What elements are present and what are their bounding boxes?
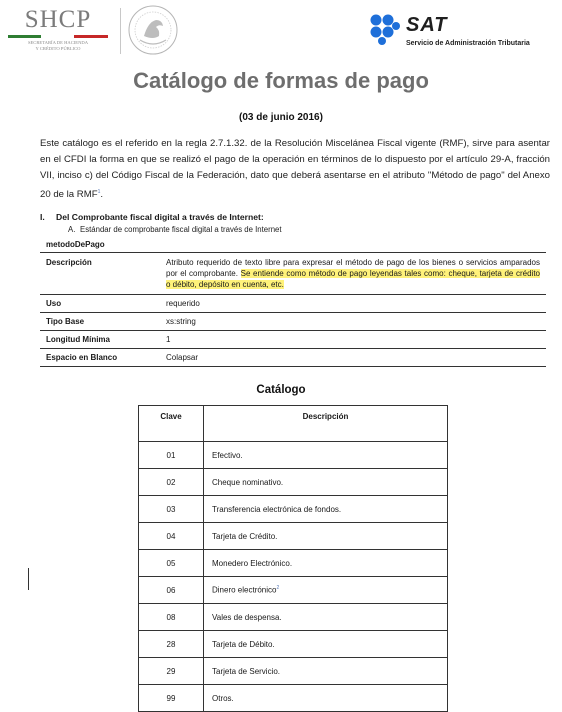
clave-cell: 08 (139, 604, 204, 631)
attribute-row-label: Longitud Mínima (40, 331, 160, 349)
catalog-title: Catálogo (256, 384, 306, 396)
descripcion-text: Dinero electrónico (212, 585, 277, 595)
description-label: Descripción (40, 253, 160, 295)
descripcion-cell: Efectivo. (204, 442, 448, 469)
shcp-logo-text: SHCP (24, 6, 92, 33)
attribute-row-value: requerido (160, 295, 546, 313)
table-row (139, 658, 448, 685)
descripcion-cell (204, 577, 448, 604)
attribute-row-espacio-en-blanco (40, 349, 546, 367)
attribute-name-row (40, 237, 546, 253)
attribute-description-row (40, 253, 546, 295)
clave-cell: 06 (139, 577, 204, 604)
table-row (139, 577, 448, 604)
description-highlighted-text: Se entiende como método de pago leyendas tales como: cheque, tarjeta de crédito o débito, depósito en cuenta, etc. (166, 269, 541, 289)
attribute-row-label: Uso (40, 295, 160, 313)
clave-cell: 05 (139, 550, 204, 577)
attribute-row-tipo-base (40, 313, 546, 331)
clave-cell: 02 (139, 469, 204, 496)
intro-footnote-ref[interactable]: 1 (97, 189, 101, 195)
descripcion-cell: Monedero Electrónico. (204, 550, 448, 577)
attribute-row-longitud-minima (40, 331, 546, 349)
footnote-ref[interactable]: 2 (276, 585, 280, 592)
section-number: I. (40, 212, 45, 222)
descripcion-cell: Cheque nominativo. (204, 469, 448, 496)
table-row (139, 550, 448, 577)
attribute-row-value: 1 (160, 331, 546, 349)
section-title: Del Comprobante fiscal digital a través de Internet: (56, 212, 264, 222)
clave-cell: 99 (139, 685, 204, 712)
table-row (139, 685, 448, 712)
catalog-table (138, 405, 448, 712)
table-row (139, 631, 448, 658)
table-row (139, 442, 448, 469)
page-title: Catálogo de formas de pago (133, 68, 429, 93)
clave-cell: 28 (139, 631, 204, 658)
clave-cell: 04 (139, 523, 204, 550)
table-row (139, 469, 448, 496)
catalog-header-row (139, 406, 448, 442)
document-date: (03 de junio 2016) (239, 112, 323, 123)
intro-text: Este catálogo es el referido en la regla 2.7.1.32. de la Resolución Miscelánea Fiscal vigente (RMF), sirve para asentar en el CFDI la forma en que se realizó el pago de la operación en términos de lo dispuesto por el artículo 29-A, fracción VII, inciso c) del Código Fiscal de la Federación, dato que deberá asentarse en el atributo "Método de pago" del Anexo 20 de la RMF (40, 138, 550, 201)
descripcion-cell: Tarjeta de Débito. (204, 631, 448, 658)
subsection-heading (68, 225, 282, 234)
table-row (139, 496, 448, 523)
sat-logo-icon (368, 12, 402, 46)
attribute-table (40, 237, 546, 367)
descripcion-cell: Otros. (204, 685, 448, 712)
descripcion-cell: Tarjeta de Crédito. (204, 523, 448, 550)
descripcion-cell: Tarjeta de Servicio. (204, 658, 448, 685)
sat-wordmark: SAT (406, 14, 448, 36)
flag-color-rule (8, 35, 108, 38)
page-header (0, 0, 562, 60)
descripcion-cell: Transferencia electrónica de fondos. (204, 496, 448, 523)
clave-cell: 29 (139, 658, 204, 685)
description-plain-text: Atributo requerido de texto libre para expresar el método de pago de los bienes o servicios amparados por el comprobante. (166, 258, 540, 278)
subsection-number: A. (68, 225, 76, 234)
description-value (160, 253, 546, 295)
clave-cell: 03 (139, 496, 204, 523)
header-descripcion: Descripción (204, 406, 448, 442)
sat-subtitle: Servicio de Administración Tributaria (406, 40, 530, 47)
table-row (139, 604, 448, 631)
intro-paragraph: Este catálogo es el referido en la regla 2.7.1.32. de la Resolución Miscelánea Fiscal vigente (RMF), sirve para asentar en el CFDI la forma en que se realizó el pago de la operación en términos de lo dispuesto por el artículo 29-A, fracción VII, inciso c) del Código Fiscal de la Federación, dato que deberá asentarse en el atributo "Método de pago" del Anexo 20 de la RMF$^1$. (40, 138, 550, 201)
attribute-row-value: Colapsar (160, 349, 546, 367)
header-divider (120, 8, 121, 54)
descripcion-cell: Vales de despensa. (204, 604, 448, 631)
shcp-subtitle-line1: SECRETARÍA DE HACIENDA (27, 40, 89, 45)
attribute-name: metodoDePago (40, 237, 546, 253)
clave-cell: 01 (139, 442, 204, 469)
table-row (139, 523, 448, 550)
header-clave: Clave (139, 406, 204, 442)
section-heading (40, 212, 264, 222)
shcp-subtitle-line2: Y CRÉDITO PÚBLICO (35, 46, 81, 51)
subsection-title: Estándar de comprobante fiscal digital a través de Internet (80, 225, 282, 234)
attribute-row-uso (40, 295, 546, 313)
attribute-row-label: Tipo Base (40, 313, 160, 331)
shcp-logo (6, 6, 110, 52)
national-seal-icon (126, 4, 180, 56)
attribute-row-label: Espacio en Blanco (40, 349, 160, 367)
attribute-row-value: xs:string (160, 313, 546, 331)
text-cursor (28, 568, 29, 590)
